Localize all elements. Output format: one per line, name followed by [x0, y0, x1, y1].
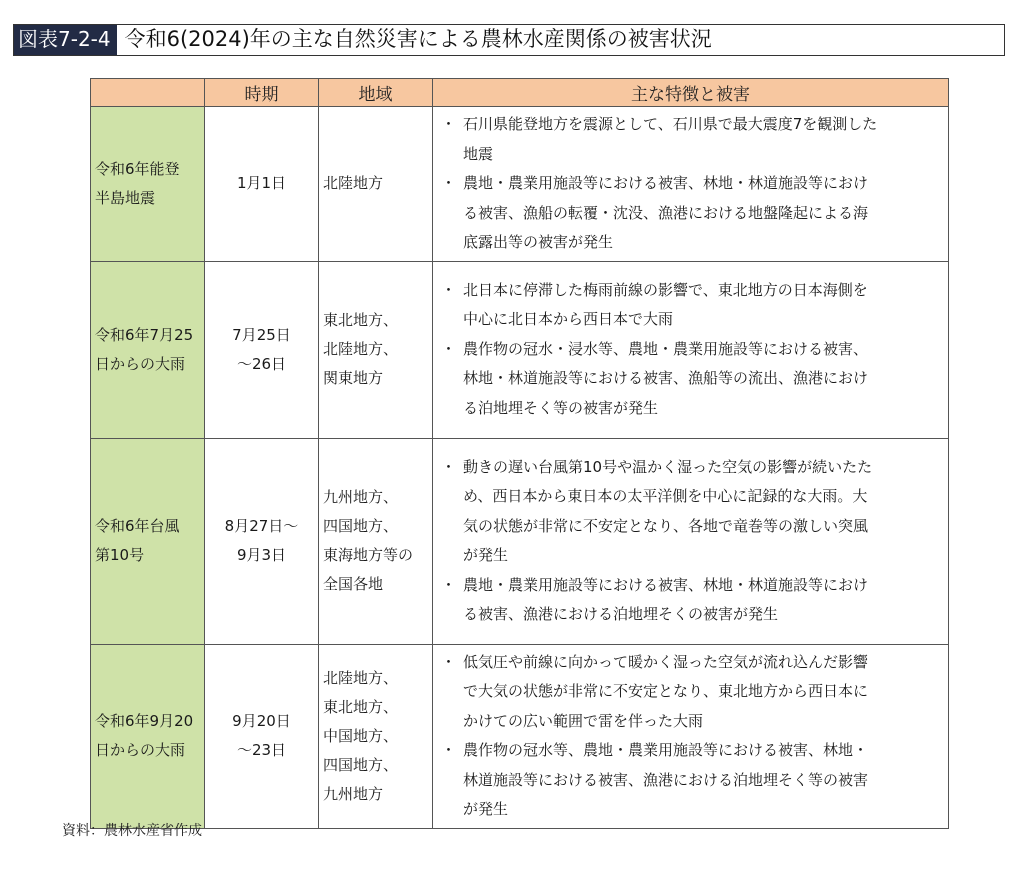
cell-line: 中心に北日本から西日本で大雨 [463, 310, 674, 329]
cell-line: 9月3日 [236, 546, 287, 564]
table-header-row [91, 79, 949, 107]
cell-line: 農作物の冠水・浸水等、農地・農業用施設等における被害、 [463, 339, 869, 358]
cell-line: 8月27日～ [224, 517, 299, 535]
bullet-item [439, 276, 942, 335]
period-cell [205, 107, 319, 262]
cell-line: 東海地方等の [323, 546, 414, 564]
cell-line: 気の状態が非常に不安定となり、各地で竜巻等の激しい突風 [463, 516, 869, 535]
cell-line: る泊地埋そく等の被害が発生 [463, 398, 659, 417]
cell-line: 農地・農業用施設等における被害、林地・林道施設等におけ [463, 575, 869, 594]
disaster-damage-table [90, 78, 949, 829]
cell-line: 中国地方、 [323, 726, 399, 745]
cell-line: 動きの遅い台風第10号や温かく湿った空気の影響が続いたた [463, 457, 873, 476]
header-cell-period: 時期 [205, 79, 319, 107]
bullet-item [439, 736, 942, 825]
header-cell-region: 地域 [319, 79, 433, 107]
cell-line: 令和6年能登 [95, 159, 180, 178]
period-cell [205, 644, 319, 828]
bullet-mark: ・ [441, 741, 457, 759]
bullet-item [439, 335, 942, 424]
bullet-list [439, 276, 942, 424]
cell-line: 低気圧や前線に向かって暖かく湿った空気が流れ込んだ影響 [463, 652, 869, 671]
cell-line: 北日本に停滞した梅雨前線の影響で、東北地方の日本海側を [463, 280, 868, 299]
region-cell [319, 107, 433, 262]
bullet-list [439, 648, 942, 825]
cell-line: で大気の状態が非常に不安定となり、東北地方から西日本に [463, 682, 869, 700]
cell-line: 東北地方、 [323, 697, 399, 716]
cell-line: 林道施設等における被害、漁港における泊地埋そく等の被害 [463, 770, 869, 789]
event-name-cell [91, 438, 205, 644]
bullet-item [439, 453, 942, 571]
cell-line: る被害、漁港における泊地埋そくの被害が発生 [463, 605, 779, 623]
cell-line: 北陸地方 [323, 174, 384, 193]
cell-line: 九州地方 [323, 784, 384, 803]
bullet-item [439, 169, 942, 258]
figure-title-bar [13, 24, 1005, 56]
cell-line: 石川県能登地方を震源として、石川県で最大震度7を観測した [463, 115, 878, 133]
cell-line: 東北地方、 [323, 311, 399, 329]
bullet-mark: ・ [441, 652, 457, 671]
description-cell [433, 438, 949, 644]
bullet-mark: ・ [441, 339, 457, 358]
header-cell-event [91, 79, 205, 107]
cell-line: 底露出等の被害が発生 [463, 233, 614, 251]
event-name-cell [91, 107, 205, 262]
cell-line: 関東地方 [323, 369, 384, 387]
cell-line: が発生 [463, 546, 509, 564]
description-cell [433, 107, 949, 262]
bullet-mark: ・ [441, 174, 457, 192]
cell-line: 日からの大雨 [95, 354, 186, 373]
cell-line: 九州地方、 [323, 488, 399, 506]
period-cell [205, 438, 319, 644]
cell-line: 令和6年7月25 [95, 325, 194, 344]
description-cell [433, 644, 949, 828]
cell-line: 半島地震 [95, 188, 156, 207]
cell-line: 北陸地方、 [323, 340, 399, 358]
description-cell [433, 261, 949, 438]
cell-line: 全国各地 [323, 575, 384, 593]
bullet-item [439, 648, 942, 737]
cell-line: 林地・林道施設等における被害、漁船等の流出、漁港におけ [463, 369, 869, 388]
source-note: 資料：農林水産省作成 [62, 823, 202, 839]
cell-line: 令和6年9月20 [95, 712, 194, 730]
cell-line: 第10号 [95, 546, 145, 564]
cell-line: る被害、漁船の転覆・沈没、漁港における地盤隆起による海 [463, 203, 869, 222]
cell-line: 1月1日 [236, 174, 287, 193]
period-cell [205, 261, 319, 438]
region-cell [319, 261, 433, 438]
cell-line: 四国地方、 [323, 755, 399, 774]
bullet-mark: ・ [441, 457, 457, 476]
header-cell-description: 主な特徴と被害 [433, 79, 949, 107]
cell-line: が発生 [463, 800, 509, 818]
cell-line: 農作物の冠水等、農地・農業用施設等における被害、林地・ [463, 741, 869, 759]
figure-title: 令和6(2024)年の主な自然災害による農林水産関係の被害状況 [124, 27, 712, 51]
cell-line: 7月25日 [232, 325, 291, 344]
bullet-mark: ・ [441, 280, 457, 299]
cell-line: め、西日本から東日本の太平洋側を中心に記録的な大雨。大 [463, 487, 868, 505]
region-cell [319, 438, 433, 644]
table-row [91, 261, 949, 438]
table-row [91, 107, 949, 262]
figure-label: 図表7-2-4 [14, 25, 117, 55]
table-row [91, 644, 949, 828]
cell-line: 令和6年台風 [95, 517, 180, 535]
cell-line: ～23日 [236, 741, 287, 759]
bullet-item [439, 571, 942, 630]
cell-line: 地震 [463, 144, 494, 163]
cell-line: 農地・農業用施設等における被害、林地・林道施設等におけ [463, 174, 869, 192]
cell-line: 日からの大雨 [95, 741, 186, 759]
event-name-cell [91, 644, 205, 828]
bullet-mark: ・ [441, 115, 457, 133]
cell-line: 9月20日 [232, 712, 291, 730]
bullet-list [439, 453, 942, 630]
region-cell [319, 644, 433, 828]
bullet-item [439, 110, 942, 169]
cell-line: 北陸地方、 [323, 668, 399, 687]
cell-line: 四国地方、 [323, 517, 399, 535]
bullet-mark: ・ [441, 575, 457, 594]
bullet-list [439, 110, 942, 258]
cell-line: かけての広い範囲で雷を伴った大雨 [463, 711, 704, 730]
cell-line: ～26日 [236, 354, 287, 373]
event-name-cell [91, 261, 205, 438]
table-row [91, 438, 949, 644]
